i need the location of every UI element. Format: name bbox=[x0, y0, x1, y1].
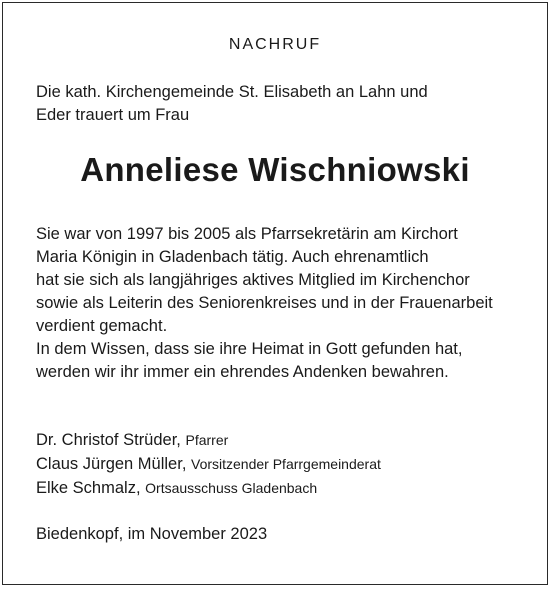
body-line: Sie war von 1997 bis 2005 als Pfarrsekretärin am Kirchort bbox=[36, 225, 458, 243]
body-text bbox=[36, 223, 526, 384]
notice-heading: NACHRUF bbox=[228, 36, 322, 53]
signatory-name: Claus Jürgen Müller, bbox=[36, 455, 187, 473]
body-line: Maria Königin in Gladenbach tätig. Auch ehrenamtlich bbox=[36, 248, 429, 266]
body-line: verdient gemacht. bbox=[36, 317, 168, 335]
signatory-role: Vorsitzender Pfarrgemeinderat bbox=[191, 456, 381, 472]
deceased-name: Anneliese Wischniowski bbox=[80, 151, 470, 188]
signatory-name: Dr. Christof Strüder, bbox=[36, 431, 181, 449]
body-line: sowie als Leiterin des Seniorenkreises und in der Frauenarbeit bbox=[36, 294, 493, 312]
intro-line: Die kath. Kirchengemeinde St. Elisabeth an Lahn und bbox=[36, 83, 428, 101]
body-line: hat sie sich als langjähriges aktives Mitglied im Kirchenchor bbox=[36, 271, 470, 289]
place-date: Biedenkopf, im November 2023 bbox=[36, 525, 268, 543]
signatory bbox=[36, 476, 526, 500]
signatory bbox=[36, 452, 526, 476]
intro-text bbox=[36, 81, 521, 127]
intro-line: Eder trauert um Frau bbox=[36, 106, 190, 124]
signatory-role: Ortsausschuss Gladenbach bbox=[145, 480, 318, 496]
signatory-name: Elke Schmalz, bbox=[36, 479, 141, 497]
body-line: werden wir ihr immer ein ehrendes Andenken bewahren. bbox=[36, 363, 449, 381]
signatories bbox=[36, 428, 526, 500]
obituary-notice bbox=[2, 2, 548, 585]
body-line: In dem Wissen, dass sie ihre Heimat in Gott gefunden hat, bbox=[36, 340, 463, 358]
signatory bbox=[36, 428, 526, 452]
signatory-role: Pfarrer bbox=[185, 432, 229, 448]
